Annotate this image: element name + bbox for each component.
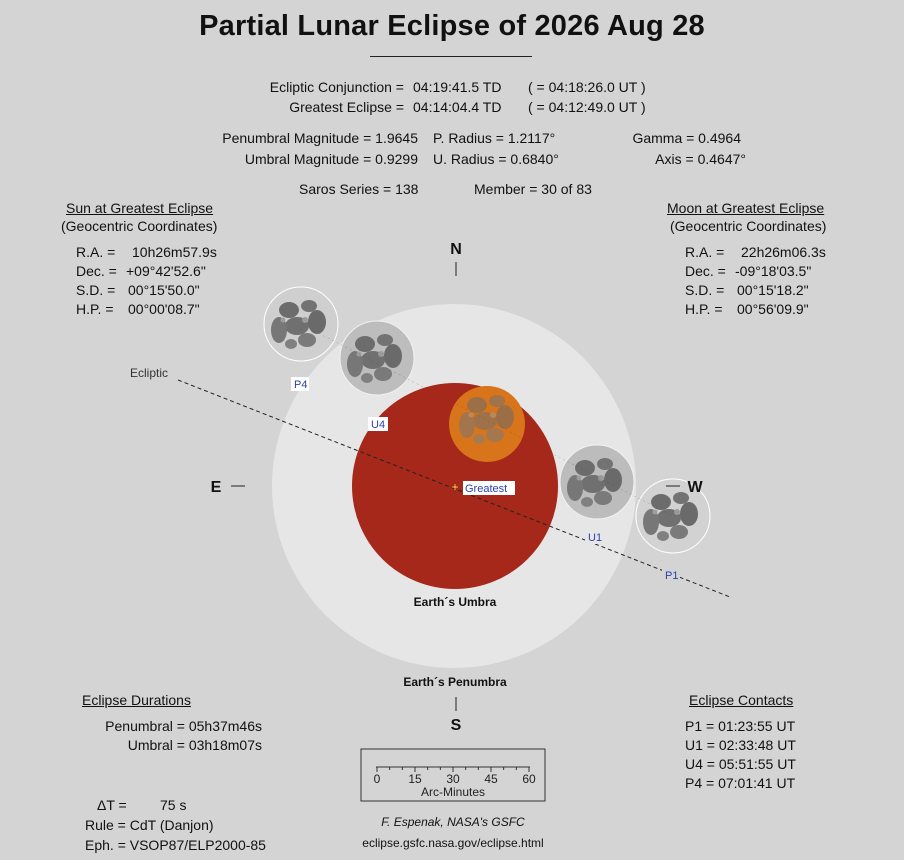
scale-tick-30: 30: [446, 772, 460, 786]
umbra-label: Earth´s Umbra: [413, 595, 497, 609]
scale-tick-45: 45: [484, 772, 498, 786]
contact-u1: U1 = 02:33:48 UT: [685, 737, 796, 753]
sun-dec-value: +09°42'52.6": [126, 263, 206, 279]
conjunction-label: Ecliptic Conjunction =: [269, 79, 404, 95]
greatest-ut: ( = 04:12:49.0 UT ): [528, 99, 646, 115]
moon-hp-value: 00°56'09.9": [737, 301, 809, 317]
moon-u1: [560, 445, 634, 519]
ecliptic-label: Ecliptic: [130, 366, 169, 380]
moon-dec-label: Dec. =: [685, 263, 726, 279]
ephemeris: Eph. = VSOP87/ELP2000-85: [85, 837, 266, 853]
danjon-rule: Rule = CdT (Danjon): [85, 817, 214, 833]
conjunction-td: 04:19:41.5 TD: [413, 79, 502, 95]
greatest-label: Greatest: [465, 483, 508, 495]
sun-sd-value: 00°15'50.0": [128, 282, 200, 298]
greatest-label: Greatest Eclipse =: [289, 99, 404, 115]
sun-heading: Sun at Greatest Eclipse: [66, 200, 214, 216]
moon-dec-value: -09°18'03.5": [735, 263, 812, 279]
axis: Axis = 0.4647°: [655, 151, 746, 167]
delta-t-label: ΔT =: [97, 797, 127, 813]
scale-tick-0: 0: [373, 772, 381, 786]
umbral-duration: Umbral = 03h18m07s: [127, 737, 262, 753]
durations-heading: Eclipse Durations: [82, 692, 191, 708]
sun-subheading: (Geocentric Coordinates): [61, 218, 218, 234]
moon-hp-label: H.P. =: [685, 301, 723, 317]
south-label: S: [450, 717, 462, 734]
sun-hp-value: 00°00'08.7": [128, 301, 200, 317]
moon-heading: Moon at Greatest Eclipse: [667, 200, 825, 216]
p4-label: P4: [294, 379, 308, 391]
contact-p4: P4 = 07:01:41 UT: [685, 775, 796, 791]
credit: F. Espenak, NASA's GSFC: [381, 815, 525, 829]
page-title: Partial Lunar Eclipse of 2026 Aug 28: [199, 10, 705, 42]
sun-sd-label: S.D. =: [76, 282, 116, 298]
sun-ra-value: 10h26m57.9s: [132, 244, 217, 260]
greatest-marker: +: [451, 480, 459, 494]
moon-subheading: (Geocentric Coordinates): [670, 218, 827, 234]
saros-member: Member = 30 of 83: [474, 181, 592, 197]
sun-dec-label: Dec. =: [76, 263, 117, 279]
scale-tick-15: 15: [408, 772, 422, 786]
p1-label: P1: [665, 570, 679, 582]
conjunction-ut: ( = 04:18:26.0 UT ): [528, 79, 646, 95]
moon-u4: [340, 321, 414, 395]
east-label: E: [210, 479, 222, 496]
moon-ra-label: R.A. =: [685, 244, 725, 260]
contact-p1: P1 = 01:23:55 UT: [685, 718, 796, 734]
sun-ra-label: R.A. =: [76, 244, 116, 260]
website-link[interactable]: eclipse.gsfc.nasa.gov/eclipse.html: [362, 836, 544, 850]
u4-label: U4: [371, 419, 386, 431]
gamma: Gamma = 0.4964: [632, 130, 741, 146]
west-label: W: [687, 479, 703, 496]
penumbra-label: Earth´s Penumbra: [403, 675, 507, 689]
moon-sd-value: 00°15'18.2": [737, 282, 809, 298]
delta-t-value: 75 s: [160, 797, 187, 813]
moon-greatest-eclipse: [449, 386, 525, 462]
penumbral-magnitude: Penumbral Magnitude = 1.9645: [222, 130, 418, 146]
contact-u4: U4 = 05:51:55 UT: [685, 756, 796, 772]
moon-ra-value: 22h26m06.3s: [741, 244, 826, 260]
scale-label: Arc-Minutes: [420, 785, 486, 799]
umbral-radius: U. Radius = 0.6840°: [433, 151, 559, 167]
scale-tick-60: 60: [522, 772, 536, 786]
contacts-heading: Eclipse Contacts: [689, 692, 794, 708]
sun-hp-label: H.P. =: [76, 301, 114, 317]
umbral-magnitude: Umbral Magnitude = 0.9299: [244, 151, 418, 167]
greatest-td: 04:14:04.4 TD: [413, 99, 502, 115]
north-label: N: [450, 241, 462, 258]
penumbral-duration: Penumbral = 05h37m46s: [105, 718, 262, 734]
saros-series: Saros Series = 138: [299, 181, 419, 197]
penumbral-radius: P. Radius = 1.2117°: [433, 130, 556, 146]
u1-label: U1: [588, 532, 603, 544]
moon-sd-label: S.D. =: [685, 282, 725, 298]
